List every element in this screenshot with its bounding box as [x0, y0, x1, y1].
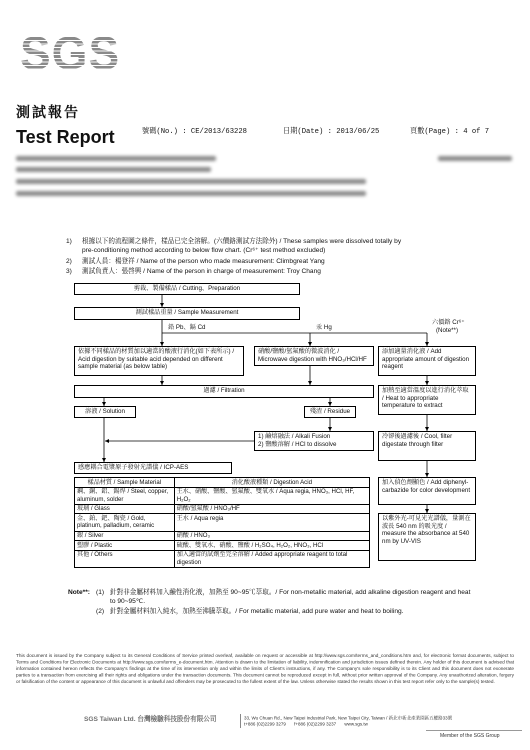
note-text: 針對非金屬材料加入鹼性消化液，加熱至 90~95℃萃取。/ For non-metallic material, add alkaline digestion reagent and heat to 90~95℃. — [110, 589, 471, 605]
flow-box-microwave-digestion: 硝酸/鹽酸/氫氟酸的微波消化 / Microwave digestion with HNO₃/HCl/HF — [254, 346, 374, 366]
branch-label-cr6: 六價鉻 Cr⁶⁺ — [432, 319, 465, 326]
table-cell-material: 鋼、銅、鋁、錫焊 / Steel, copper, aluminum, solder — [75, 487, 175, 504]
footer-member-rule — [426, 730, 522, 731]
table-cell-acid: 加入適當的試劑至完全溶解 / Added appropriate reagent to total digestion — [174, 550, 369, 567]
footer-website: www.sgs.tw — [344, 721, 368, 727]
table-cell-acid: 硫酸、雙氧水、硝酸、鹽酸 / H₂SO₄, H₂O₂, HNO₃, HCl — [174, 541, 369, 551]
instruction-text: 根據以下的流程圖之條件，樣品已完全溶解。(六價鉻測試方法除外) / These samples were dissolved totally by pre-conditioning method according to below flow chart. (Cr⁶⁺ test method excluded) — [82, 238, 402, 254]
table-cell-material: 金、鉑、鈀、陶瓷 / Gold, platinum, palladium, ceramic — [75, 514, 175, 531]
table-row — [75, 550, 370, 567]
instruction-number: 1) — [66, 238, 72, 245]
branch-label-cr6-note: (Note**) — [436, 327, 459, 334]
flow-box-cr6-step: 冷卻後過濾後 / Cool, filter digestate through filter — [378, 431, 476, 461]
report-date — [283, 128, 379, 137]
redacted-text-line — [438, 156, 512, 161]
flow-box-filtration: 過濾 / Filtration — [74, 385, 374, 398]
flow-box-cr6-step: 以紫外光-可見光光譜儀，量測在波長 540 nm 的吸光度 / measure the absorbance at 540 nm by UV-VIS — [378, 513, 476, 561]
redacted-text-line — [16, 179, 366, 184]
table-row — [75, 541, 370, 551]
instruction-text: 測試人員：楊登祥 / Name of the person who made measurement: Climbgreat Yang — [82, 258, 325, 265]
footer-company-name: SGS Taiwan Ltd. 台灣檢驗科技股份有限公司 — [84, 716, 217, 723]
redacted-text-line — [16, 167, 211, 172]
table-cell-acid: 王水、硝酸、鹽酸、氫氟酸、雙氧水 / Aqua regia, HNO₃, HCl, HF, H₂O₂ — [174, 487, 369, 504]
flow-box-residue: 殘渣 / Residue — [304, 406, 356, 418]
redacted-text-line — [16, 191, 366, 196]
footer-divider — [240, 714, 241, 728]
instruction-number: 3) — [66, 268, 72, 275]
footer-contact — [244, 715, 524, 727]
footer-contact-line — [244, 721, 524, 727]
note-text: 針對金屬材料加入純水，加熱至沸騰萃取。/ For metallic material, add pure water and heat to boiling. — [110, 608, 404, 615]
sgs-logo: SGS — [20, 27, 121, 79]
footer-address: 33, Wu Chuan Rd., New Taipei Industrial Park, New Taipei City, Taiwan / 新北市新北產業園區五權路33號 — [244, 715, 453, 721]
table-row — [75, 531, 370, 541]
table-row — [75, 514, 370, 531]
branch-label-pb-cd: 鉛 Pb、鎘 Cd — [168, 324, 206, 331]
alkali-fusion-step: 1) 鹼熔融法 / Alkali Fusion — [258, 433, 331, 440]
table-cell-acid: 硝酸/氫氟酸 / HNO₃/HF — [174, 504, 369, 514]
table-header-row — [75, 478, 370, 488]
hcl-dissolve-step: 2) 鹽酸溶解 / HCl to dissolve — [258, 440, 337, 448]
table-cell-acid: 硝酸 / HNO₃ — [174, 531, 369, 541]
report-date-label: 日期(Date) : — [283, 128, 332, 136]
footer-member: Member of the SGS Group — [440, 733, 500, 739]
flow-box-cr6-step: 加熱至適當溫度以進行消化萃取 / Heat to appropriate temperature to extract — [378, 385, 476, 415]
flow-box-acid-digestion: 依據不同樣品的材質加以適當的酸液行消化(如下表所示) / Acid digestion by suitable acid depended on different sample material (as below table) — [74, 346, 244, 376]
flow-box-alkali-fusion — [254, 431, 374, 451]
instruction-text: 測試負責人：張啓興 / Name of the person in charge of measurement: Troy Chang — [82, 268, 321, 275]
redacted-text-line — [16, 156, 216, 161]
table-cell-material: 塑膠 / Plastic — [75, 541, 175, 551]
digestion-acid-table — [74, 477, 370, 568]
report-number-value: CE/2013/63228 — [190, 128, 247, 136]
flow-box-cr6-step: 加入偵色劑顯色 / Add diphenyl-carbazide for color development — [378, 477, 476, 505]
table-header-cell: 消化酸液種類 / Digestion Acid — [174, 478, 369, 488]
report-page-number — [410, 128, 489, 137]
note-number: (1) — [96, 589, 105, 596]
note-label: Note**: — [68, 589, 90, 596]
report-page-label: 頁數(Page) : — [410, 128, 459, 136]
table-cell-acid: 王水 / Aqua regia — [174, 514, 369, 531]
instruction-number: 2) — [66, 258, 72, 265]
legal-disclaimer: This document is issued by the Company subject to its General Conditions of Service printed overleaf, available on request or accessible at http://www.sgs.com/terms_and_conditions.htm and, for electronic format documents, subject to Terms and Conditions for Electronic Documents at http://www.sgs.com/terms_e-document.htm. Attention is drawn to the limitation of liability, indemnification and jurisdiction issues defined therein. Any holder of this document is advised that information contained hereon reflects the Company's findings at the time of its intervention only and within the limits of Client's instructions, if any. The Company's sole responsibility is to its Client and this document does not exonerate parties to a transaction from exercising all their rights and obligations under the transaction documents. This document cannot be reproduced except in full, without prior written approval of the Company. Any unauthorized alteration, forgery or falsification of the content or appearance of this document is unlawful and offenders may be prosecuted to the fullest extent of the law. Unless otherwise stated the results shown in this test report refer only to the sample(s) tested. — [16, 652, 514, 684]
report-title-zh: 測試報告 — [16, 105, 80, 121]
flow-box-icp-aes: 感應耦合電漿原子發射光譜儀 / ICP-AES — [74, 462, 232, 474]
flow-box-cutting: 剪裁、製備樣品 / Cutting、Preparation — [74, 283, 300, 295]
footer-fax: f+886 (02)2299 3237 — [294, 721, 337, 727]
table-header-cell: 樣品材質 / Sample Material — [75, 478, 175, 488]
table-row — [75, 487, 370, 504]
branch-label-hg: 汞 Hg — [316, 324, 332, 331]
flow-box-solution: 溶液 / Solution — [74, 406, 136, 418]
report-number — [142, 128, 247, 137]
table-cell-material: 玻璃 / Glass — [75, 504, 175, 514]
flow-box-sample-measurement: 測試樣品重量 / Sample Measurement — [74, 307, 300, 320]
table-row — [75, 504, 370, 514]
flow-box-cr6-step: 添加適量消化液 / Add appropriate amount of digestion reagent — [378, 346, 476, 376]
report-number-label: 號碼(No.) : — [142, 128, 187, 136]
table-cell-material: 其他 / Others — [75, 550, 175, 567]
report-title-en: Test Report — [16, 127, 115, 147]
report-date-value: 2013/06/25 — [336, 128, 380, 136]
table-cell-material: 銀 / Silver — [75, 531, 175, 541]
report-page-value: 4 of 7 — [463, 128, 490, 136]
footer-phone: t+886 (02)2299 3279 — [244, 721, 286, 727]
note-number: (2) — [96, 608, 105, 615]
